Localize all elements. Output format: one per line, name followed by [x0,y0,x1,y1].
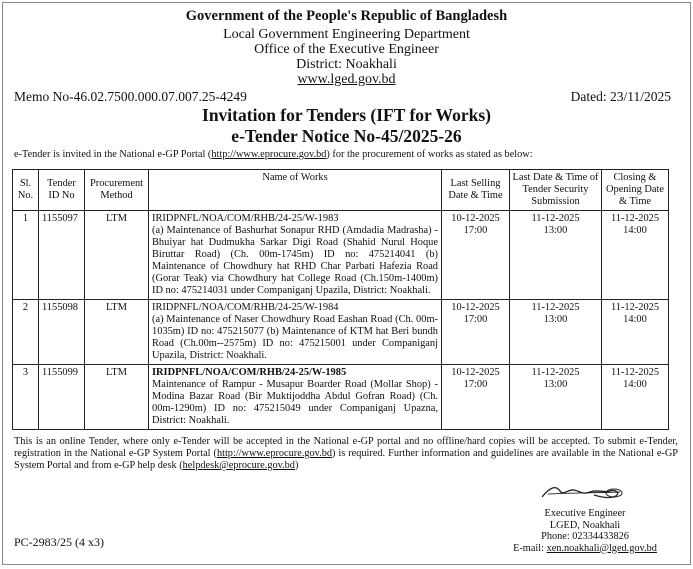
closing-date: 11-12-2025 [610,213,660,224]
signatory-phone: Phone: 02334433826 [541,531,629,542]
government-heading: Government of the People's Republic of Bangladesh [185,8,508,24]
row-method: LTM [85,300,149,365]
memo-date: Dated: 23/11/2025 [570,89,671,104]
table-row [13,300,669,365]
email-label: E-mail: [513,542,547,554]
closing-date: 11-12-2025 [610,367,660,378]
tender-note [14,436,678,472]
row-sl: 2 [13,300,39,365]
eprocure-link-2[interactable]: http://www.eprocure.gov.bd [216,448,332,459]
helpdesk-email-link[interactable]: helpdesk@eprocure.gov.bd [182,460,295,471]
selling-date: 10-12-2025 [451,213,500,224]
table-header-row [13,170,669,211]
selling-date: 10-12-2025 [451,367,500,378]
note-part-3: ) [294,460,299,471]
row-method: LTM [85,365,149,430]
works-description: Maintenance of Rampur - Musapur Boarder Road (Mollar Shop) - Modina Bazar Road (Bir Muktijoddha Abdul Gofran Road) (Ch. 00m-1290m) ID no: 475215049 under Companiganj Upazna, District: Noakhali. [152,379,438,426]
row-sl: 3 [13,365,39,430]
security-date: 11-12-2025 [531,302,580,313]
header-security: Last Date & Time of Tender Security Submission [510,170,602,211]
row-selling [442,365,510,430]
closing-time: 14:00 [623,379,647,390]
works-description: (a) Maintenance of Naser Chowdhury Road Eashan Road (Ch. 00m-1035m) ID no: 475215077 (b) Maintenance of KTM hat Beri bundh Road (Ch.00m--2575m) ID no: 475215001 under Companiganj Upazila, District: Noakhali. [152,314,438,361]
row-closing [602,300,669,365]
selling-date: 10-12-2025 [451,302,500,313]
row-works [149,365,442,430]
header-tender-id: Tender ID No [39,170,85,211]
signatory-email-line [500,543,670,555]
row-security [510,300,602,365]
security-date: 11-12-2025 [531,367,580,378]
signatory-office: LGED, Noakhali [549,519,621,531]
table-row [13,365,669,430]
row-security [510,211,602,300]
security-date: 11-12-2025 [531,213,580,224]
selling-time: 17:00 [463,379,488,390]
memo-number: Memo No-46.02.7500.000.07.007.25-4249 [14,89,247,104]
signatory-block [500,508,670,554]
security-time: 13:00 [543,379,568,390]
works-code: IRIDPNFL/NOA/COM/RHB/24-25/W-1985 [152,367,347,378]
note-part-2: ) is required. Further information and guidelines are available in the National e-GP System Portal and from e-GP help desk ( [14,448,678,471]
closing-time: 14:00 [623,225,647,236]
row-tender-id: 1155099 [39,365,85,430]
notice-title: Invitation for Tenders (IFT for Works) [202,105,491,125]
row-closing [602,365,669,430]
table-row [13,211,669,300]
office-heading-block [0,27,693,87]
row-selling [442,300,510,365]
works-code: IRIDPNFL/NOA/COM/RHB/24-25/W-1983 [152,213,339,224]
selling-time: 17:00 [463,225,488,236]
closing-time: 14:00 [623,314,647,325]
works-code: IRIDPNFL/NOA/COM/RHB/24-25/W-1984 [152,302,339,313]
row-selling [442,211,510,300]
selling-time: 17:00 [463,314,488,325]
header-method: Procurement Method [85,170,149,211]
row-works [149,211,442,300]
office-line: Office of the Executive Engineer [254,42,439,57]
header-selling: Last Selling Date & Time [442,170,510,211]
pc-reference: PC-2983/25 (4 x3) [14,535,104,549]
security-time: 13:00 [543,314,568,325]
row-tender-id: 1155098 [39,300,85,365]
department-line: Local Government Engineering Department [223,27,470,42]
row-closing [602,211,669,300]
header-closing: Closing & Opening Date & Time [602,170,669,211]
row-tender-id: 1155097 [39,211,85,300]
header-sl: Sl. No. [13,170,39,211]
website-link[interactable]: www.lged.gov.bd [297,72,396,87]
eprocure-link[interactable]: http://www.eprocure.gov.bd [211,149,327,160]
district-line: District: Noakhali [296,57,397,72]
signature-image [520,481,650,503]
intro-before: e-Tender is invited in the National e-GP Portal ( [14,149,212,160]
row-security [510,365,602,430]
signatory-email-link[interactable]: xen.noakhali@lged.gov.bd [546,542,657,554]
signatory-designation: Executive Engineer [544,508,626,519]
tender-table [12,169,669,430]
security-time: 13:00 [543,225,568,236]
intro-after: ) for the procurement of works as stated as below: [326,149,533,160]
row-sl: 1 [13,211,39,300]
intro-text [14,149,533,160]
row-works [149,300,442,365]
note-part-1: This is an online Tender, where only e-Tender will be accepted in the National e-GP portal and no offline/hard copies will be accepted. To submit e-Tender, registration in the National e-GP System Portal ( [14,436,678,459]
notice-number: e-Tender Notice No-45/2025-26 [231,126,462,146]
works-description: (a) Maintenance of Bashurhat Sonapur RHD (Amdadia Madrasha) - Bhuiyar hat Dudmukha Sarkar Digi Road (Shahid Nurul Hoque Biruttar Road) (Ch. 00m-1745m) ID no: 475214041 (b) Maintenance of Chowdhury hat RHD Char Parbati Hafezia Road (Gorar Teak) via Chowdhury hat College Road (Ch.150m-1400m) ID no: 475214031 under Companiganj Upazila, District: Noakhali. [152,225,438,296]
row-method: LTM [85,211,149,300]
closing-date: 11-12-2025 [610,302,660,313]
header-works: Name of Works [149,170,442,211]
